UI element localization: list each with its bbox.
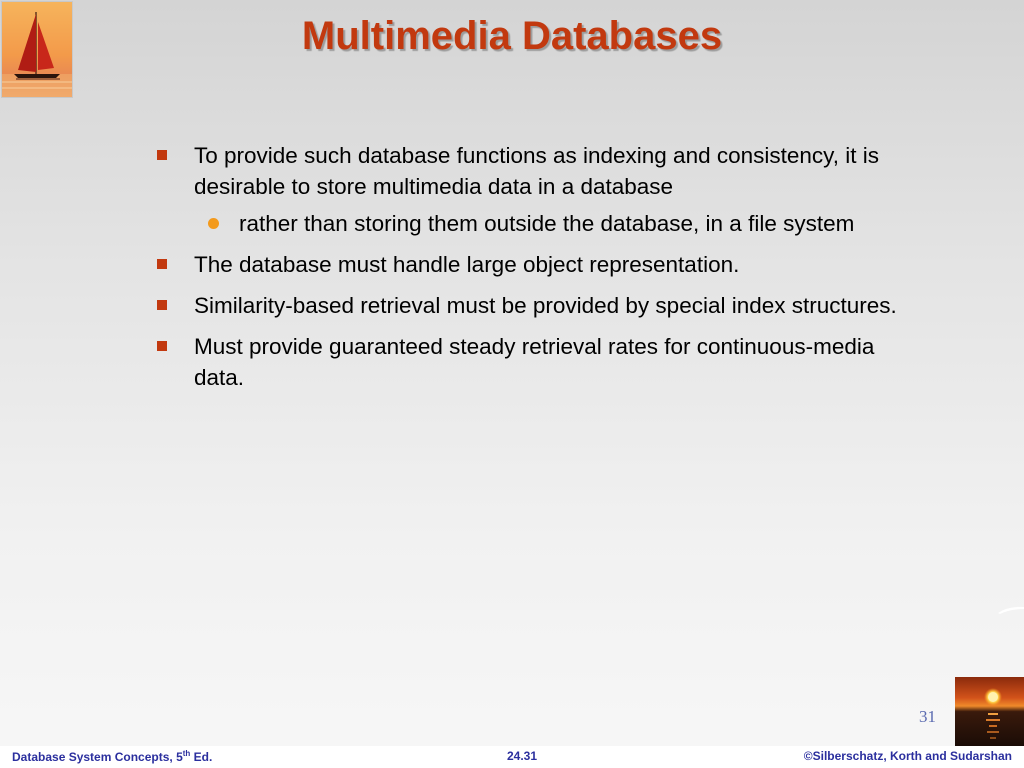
bullet-text: Must provide guaranteed steady retrieval rates for continuous-media data. (194, 334, 875, 390)
bullet-list (157, 140, 917, 403)
bullet-text: The database must handle large object representation. (194, 252, 740, 277)
sub-bullet-item (157, 208, 917, 239)
sub-bullet-text: rather than storing them outside the database, in a file system (239, 211, 855, 236)
decorative-swoosh-icon (998, 606, 1024, 614)
sunset-over-sea-icon (955, 677, 1024, 746)
bullet-item (157, 249, 917, 280)
footer-book-title: Database System Concepts, 5th Ed. (12, 749, 213, 764)
square-bullet-icon (157, 300, 167, 310)
round-bullet-icon (208, 218, 219, 229)
bullet-item (157, 290, 917, 321)
bullet-text: To provide such database functions as indexing and consistency, it is desirable to store multimedia data in a database (194, 143, 879, 199)
bullet-item (157, 331, 917, 393)
bullet-item (157, 140, 917, 202)
footer-copyright: ©Silberschatz, Korth and Sudarshan (803, 749, 1012, 763)
square-bullet-icon (157, 341, 167, 351)
square-bullet-icon (157, 150, 167, 160)
slide-title: Multimedia Databases (301, 14, 723, 58)
square-bullet-icon (157, 259, 167, 269)
page-number: 31 (919, 707, 936, 726)
footer-slide-id: 24.31 (507, 749, 538, 763)
bullet-text: Similarity-based retrieval must be provided by special index structures. (194, 293, 897, 318)
